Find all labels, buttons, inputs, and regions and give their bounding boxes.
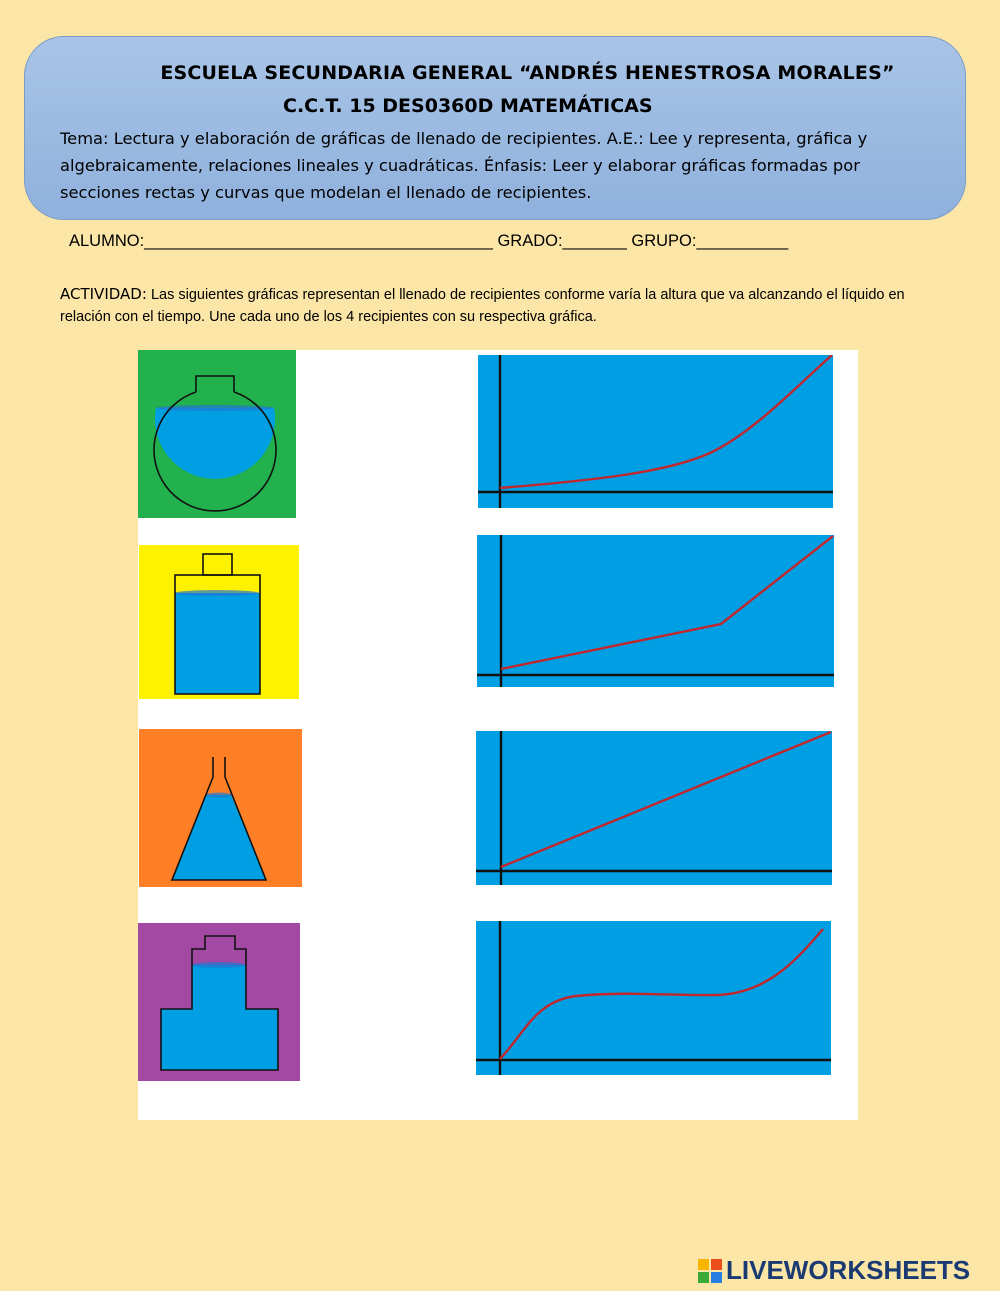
liveworksheets-logo-icon (698, 1259, 722, 1283)
graph-4[interactable] (476, 921, 831, 1075)
graph-3-curve (501, 732, 831, 867)
activity-label: ACTIVIDAD: (60, 285, 147, 303)
liveworksheets-brand: LIVEWORKSHEETS (726, 1255, 971, 1285)
topic-description: Tema: Lectura y elaboración de gráficas de llenado de recipientes. A.E.: Lee y representa, gráfica y algebraicamente, relaciones lineales y cuadráticas. Énfasis: Leer y elaborar gráficas formadas por secciones rectas y curvas que modelan el llenado de recipientes. (60, 129, 868, 202)
graph-2-curve (501, 536, 833, 669)
graph-1-curve (500, 355, 832, 488)
activity-text: Las siguientes gráficas representan el llenado de recipientes conforme varía la altura que va alcanzando el líquido en relación con el tiempo. Une cada uno de los 4 recipientes con su respectiva gráfica. (60, 287, 905, 325)
school-name: ESCUELA SECUNDARIA GENERAL “ANDRÉS HENESTROSA MORALES” (160, 62, 895, 84)
graph-4-curve (500, 929, 823, 1059)
container-stepped-bottle[interactable] (138, 923, 300, 1081)
activity-instructions (60, 283, 940, 328)
container-rectangular-bottle[interactable] (139, 545, 299, 699)
container-round-flask[interactable] (138, 350, 296, 518)
graph-2[interactable] (477, 535, 834, 687)
student-info-line[interactable]: ALUMNO:______________________________________ GRADO:_______ GRUPO:__________ (69, 232, 789, 250)
container-conical-flask[interactable] (139, 729, 302, 887)
cct-subject: C.C.T. 15 DES0360D MATEMÁTICAS (283, 95, 653, 117)
graph-3[interactable] (476, 731, 832, 885)
graph-1[interactable] (478, 355, 833, 508)
